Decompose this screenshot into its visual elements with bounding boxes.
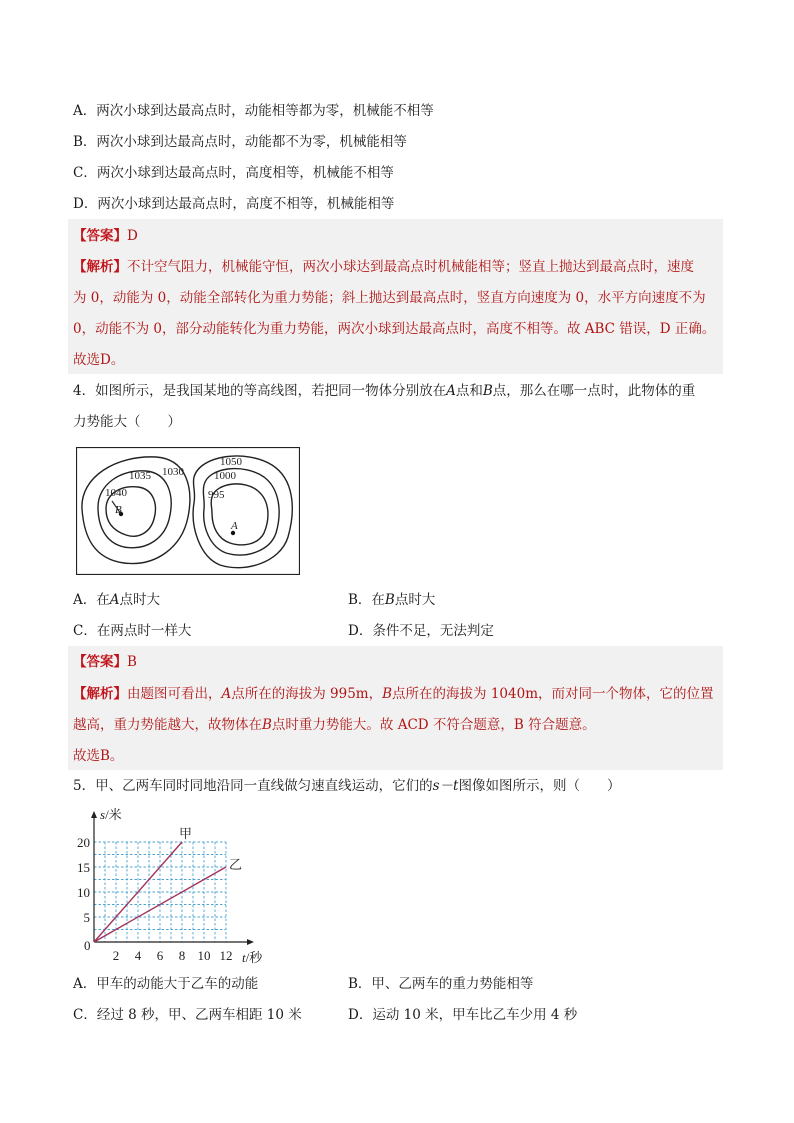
option-text: B．在 — [348, 592, 385, 608]
analysis-text: 点时重力势能大。故 ACD 不符合题意，B 符合题意。 — [271, 717, 596, 733]
contour-label: 995 — [208, 489, 225, 501]
option-var: B — [384, 592, 395, 608]
answer-value: B — [127, 654, 137, 670]
y-axis-arrow — [91, 811, 97, 818]
option-text: 点时大 — [394, 592, 436, 608]
y-axis-label — [100, 807, 122, 822]
y-axis-unit: /米 — [105, 807, 122, 822]
analysis-text: 点所在的海拔为 1040m，而对同一个物体，它的位置 — [392, 686, 714, 702]
chart-grid — [94, 842, 226, 942]
q3-analysis-line: 为 0，动能为 0，动能全部转化为重力势能；斜上抛达到最高点时，竖直方向速度为 0，水平方向速度不为 — [73, 290, 706, 306]
stem-text: 5．甲、乙两车同时同地沿同一直线做匀速直线运动，它们的 — [73, 778, 433, 794]
q3-analysis-line — [73, 257, 694, 277]
x-tick-label: 6 — [156, 948, 164, 963]
var-a: A — [446, 383, 456, 399]
stem-text: 点，那么在哪一点时，此物体的重 — [492, 383, 696, 399]
answer-value: D — [127, 228, 138, 244]
analysis-var: A — [221, 686, 232, 702]
q5-option-a: A．甲车的动能大于乙车的动能 — [73, 976, 259, 992]
stem-text: 图像如图所示，则（ ） — [458, 778, 621, 794]
q3-analysis-line: 0，动能不为 0，部分动能转化为重力势能，两次小球到达最高点时，高度不相等。故 ABC 错误，D 正确。 — [73, 321, 716, 337]
stem-var: s－t — [432, 778, 459, 794]
q4-stem-line2: 力势能大（ ） — [73, 414, 181, 430]
x-axis-unit: /秒 — [245, 950, 263, 965]
q4-analysis-line: 故选B。 — [73, 748, 124, 764]
q4-option-b — [348, 590, 435, 610]
q5-option-d: D．运动 10 米，甲车比乙车少用 4 秒 — [348, 1007, 578, 1023]
y-axis-var: s — [100, 807, 106, 822]
x-tick-label: 8 — [178, 948, 186, 963]
analysis-text: 点所在的海拔为 995m， — [231, 686, 383, 702]
q3-option-d: D．两次小球到达最高点时，高度不相等，机械能相等 — [73, 196, 395, 212]
q3-option-b: B．两次小球到达最高点时，动能都不为零，机械能相等 — [73, 134, 407, 150]
st-chart — [70, 802, 270, 970]
q4-answer-box — [68, 646, 723, 770]
contour-label: 1035 — [129, 470, 151, 482]
analysis-text: 由题图可看出， — [127, 686, 222, 702]
x-tick-label: 2 — [112, 948, 120, 963]
q3-analysis-line: 故选D。 — [73, 352, 125, 368]
x-tick-label: 4 — [134, 948, 142, 963]
contour-label: 1000 — [214, 470, 236, 482]
q4-analysis-line — [73, 684, 714, 704]
q4-option-d: D．条件不足，无法判定 — [348, 623, 494, 639]
analysis-tag: 【解析】 — [73, 259, 127, 275]
q4-option-a — [73, 590, 160, 610]
stem-text: 点和 — [455, 383, 483, 399]
series-label: 甲 — [179, 826, 193, 841]
q3-option-a: A．两次小球到达最高点时，动能相等都为零，机械能不相等 — [73, 103, 434, 119]
option-text: 点时大 — [119, 592, 160, 608]
q4-stem-line1 — [73, 381, 695, 401]
contour-map-figure — [76, 447, 300, 575]
answer-tag: 【答案】 — [73, 228, 127, 244]
contour-label: 1050 — [220, 456, 242, 468]
y-tick-label: 10 — [77, 885, 90, 900]
y-tick-label: 5 — [83, 910, 90, 925]
analysis-var: B — [382, 686, 393, 702]
contour-label: 1040 — [105, 487, 127, 499]
q3-answer — [73, 226, 138, 246]
analysis-text: 越高，重力势能越大，故物体在 — [73, 717, 262, 733]
answer-tag: 【答案】 — [73, 654, 127, 670]
series-label: 乙 — [229, 857, 243, 872]
q4-answer — [73, 652, 137, 672]
x-axis-arrow — [247, 939, 254, 945]
q3-answer-box — [68, 219, 723, 374]
analysis-tag: 【解析】 — [73, 686, 127, 702]
q5-option-b: B．甲、乙两车的重力势能相等 — [348, 976, 534, 992]
stem-text: 4．如图所示，是我国某地的等高线图，若把同一物体分别放在 — [73, 383, 447, 399]
x-tick-label: 10 — [197, 948, 211, 963]
origin-label: 0 — [84, 938, 91, 953]
option-text: A．在 — [73, 592, 110, 608]
contour-label: 1030 — [162, 466, 184, 478]
q5-stem — [73, 776, 620, 796]
q4-analysis-line — [73, 715, 596, 735]
chart-axes — [91, 811, 254, 945]
x-axis-var: t — [242, 950, 246, 965]
y-tick-label: 15 — [77, 860, 90, 875]
analysis-var: B — [262, 717, 272, 733]
y-tick-label: 20 — [77, 835, 90, 850]
q4-option-c: C．在两点时一样大 — [73, 623, 192, 639]
var-b: B — [482, 383, 493, 399]
point-b-label: B — [115, 504, 122, 516]
q5-option-c: C．经过 8 秒，甲、乙两车相距 10 米 — [73, 1007, 302, 1023]
q3-option-c: C．两次小球到达最高点时，高度相等，机械能不相等 — [73, 165, 394, 181]
x-tick-label: 12 — [219, 948, 233, 963]
x-axis-label — [242, 950, 263, 965]
analysis-text: 不计空气阻力，机械能守恒，两次小球达到最高点时机械能相等；竖直上抛达到最高点时，速度 — [127, 259, 694, 275]
point-a-label: A — [231, 520, 238, 532]
option-var: A — [109, 592, 120, 608]
